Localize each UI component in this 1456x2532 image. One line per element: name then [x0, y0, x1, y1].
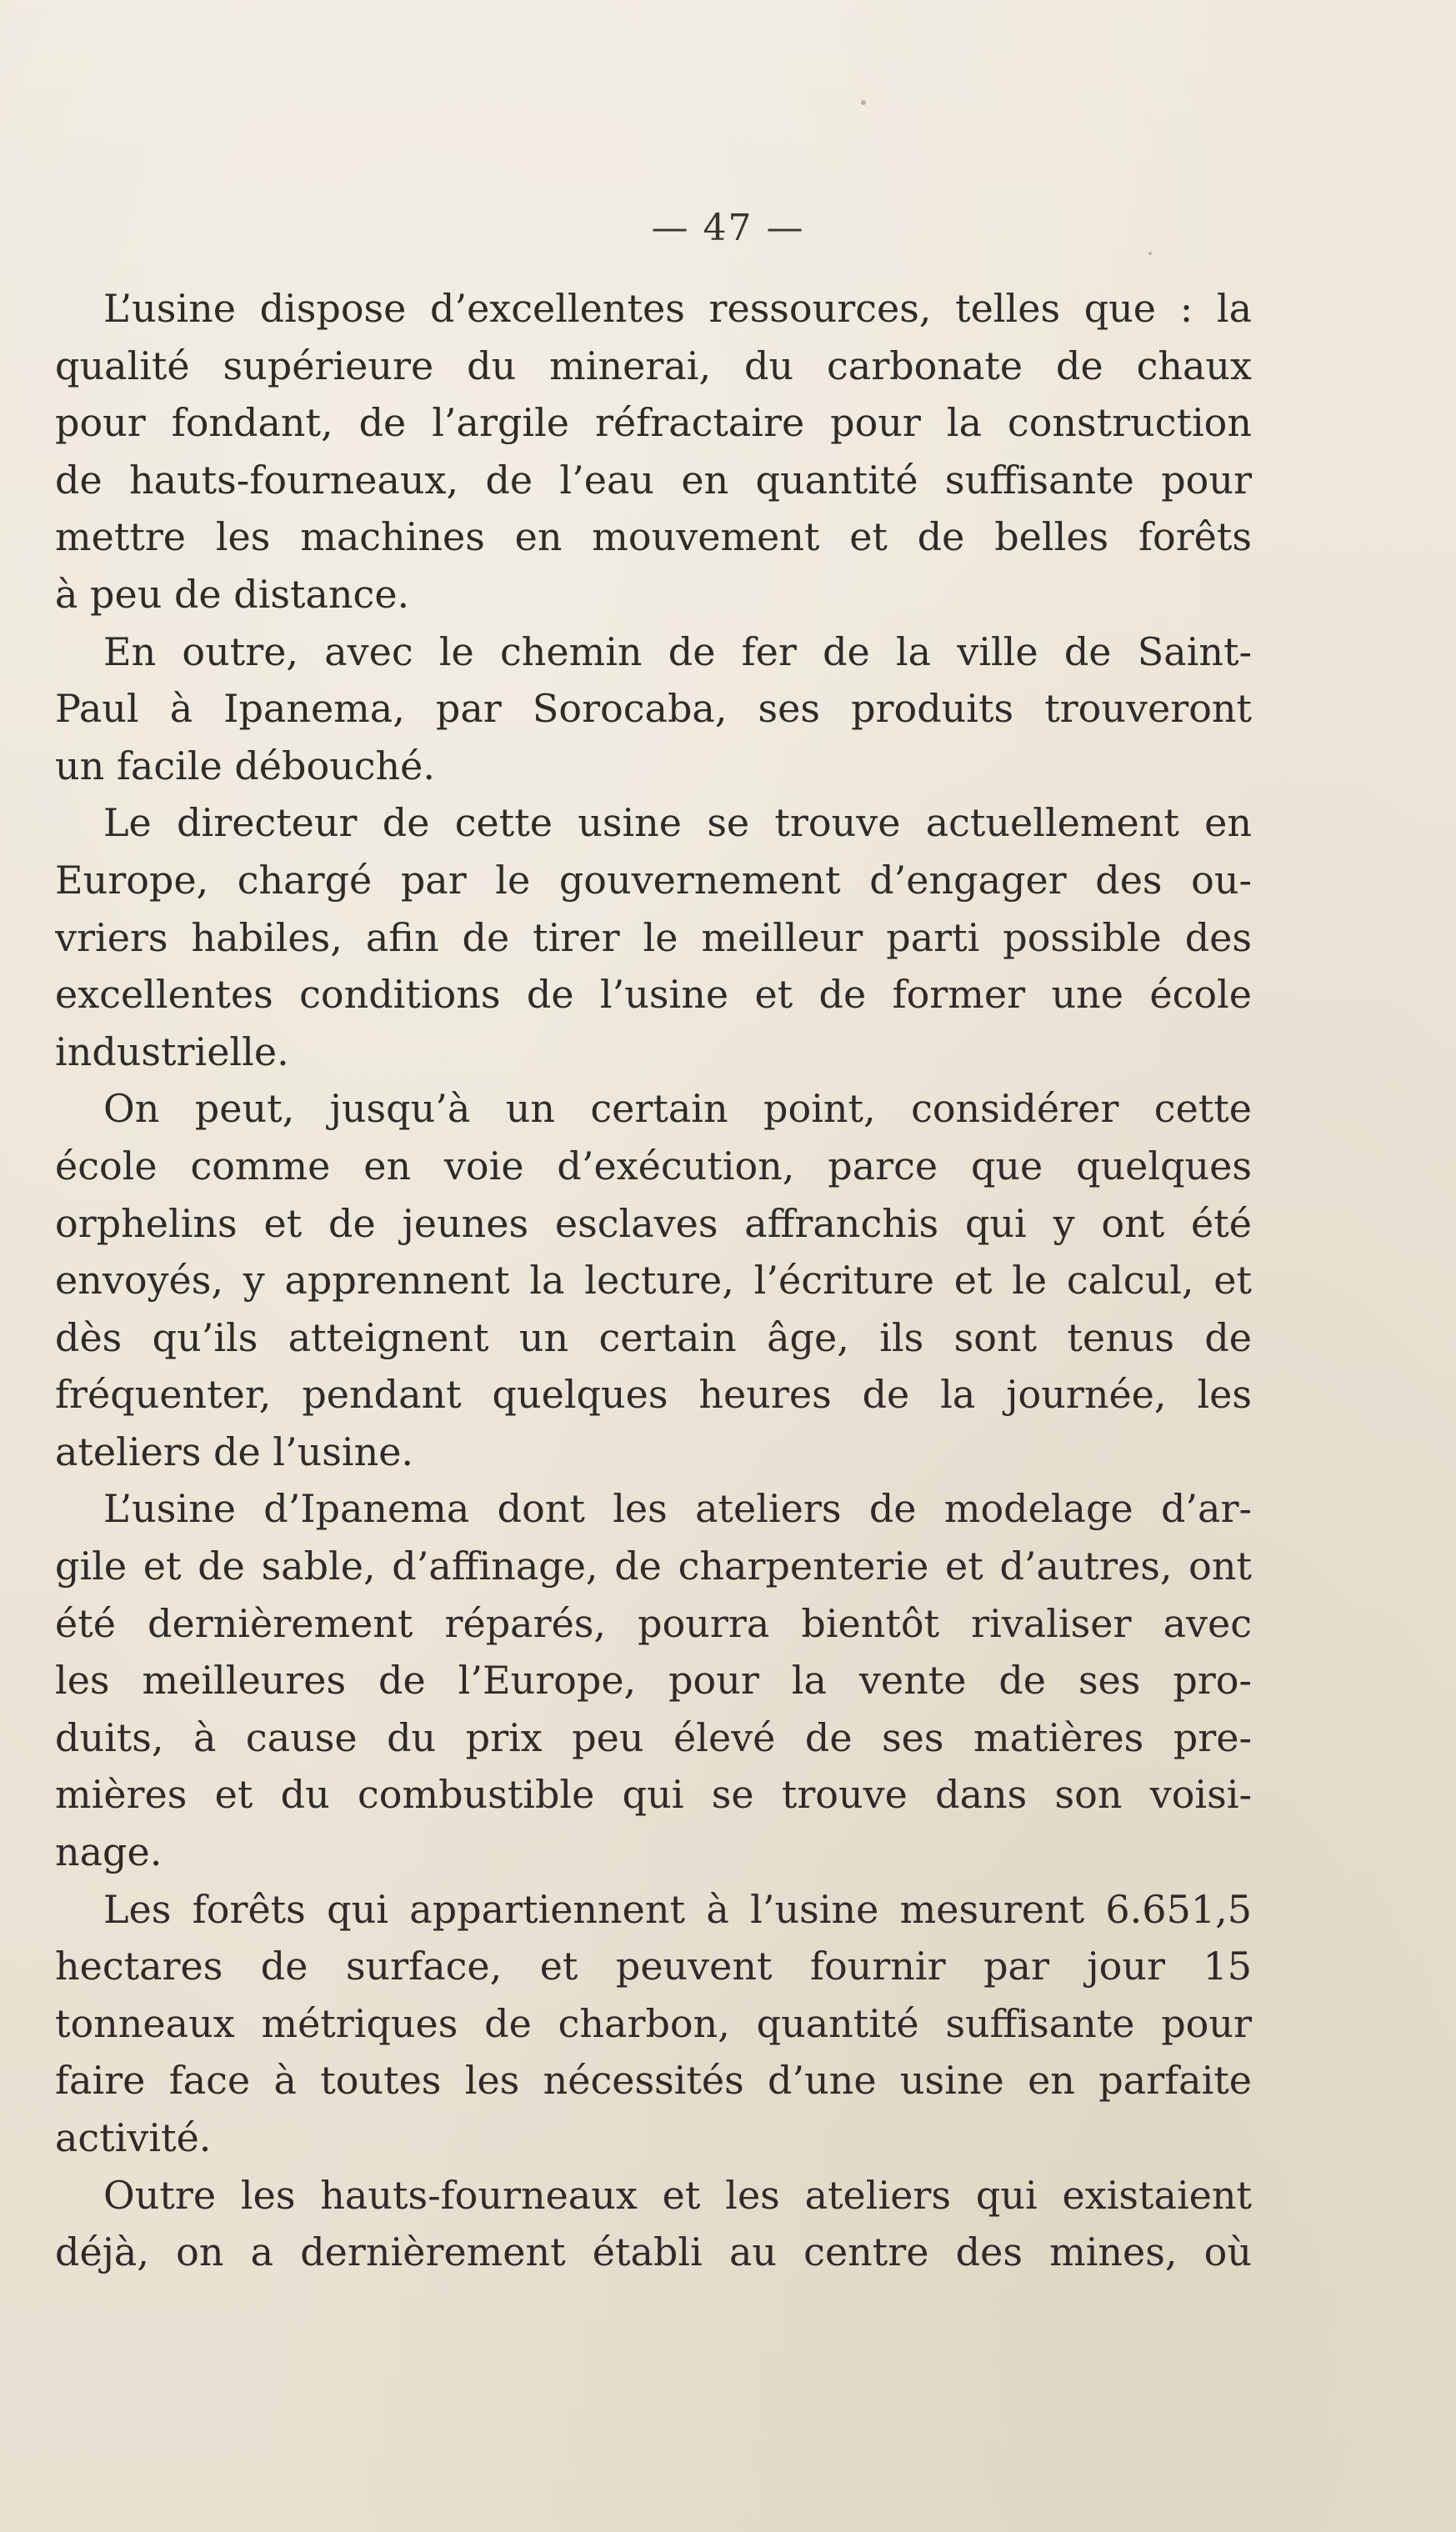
- text-line: gile et de sable, d’affinage, de charpenterie et d’autres, ont: [55, 1544, 1252, 1589]
- text-line: orphelins et de jeunes esclaves affranchis qui y ont été: [55, 1200, 1252, 1246]
- text-line: mières et du combustible qui se trouve dans son voisi-: [55, 1772, 1252, 1818]
- text-line: hectares de surface, et peuvent fournir par jour 15: [55, 1944, 1252, 1989]
- text-line: à peu de distance.: [55, 571, 410, 617]
- text-line: vriers habiles, afin de tirer le meilleur parti possible des: [55, 914, 1252, 960]
- text-line: On peut, jusqu’à un certain point, considérer cette: [103, 1086, 1252, 1132]
- text-line: activité.: [55, 2115, 212, 2160]
- text-line: Europe, chargé par le gouvernement d’engager des ou-: [55, 857, 1252, 903]
- text-line: déjà, on a dernièrement établi au centre des mines, où: [55, 2229, 1252, 2275]
- text-line: tonneaux métriques de charbon, quantité suffisante pour: [55, 2000, 1252, 2046]
- text-line: qualité supérieure du minerai, du carbonate de chaux: [55, 343, 1252, 388]
- text-line: excellentes conditions de l’usine et de former une école: [55, 972, 1252, 1018]
- text-line: En outre, avec le chemin de fer de la ville de Saint-: [103, 628, 1252, 674]
- text-line: de hauts-fourneaux, de l’eau en quantité suffisante pour: [55, 457, 1252, 503]
- page-number: — 47 —: [651, 207, 805, 249]
- text-line: les meilleures de l’Europe, pour la vente de ses pro-: [55, 1658, 1252, 1704]
- text-line: Outre les hauts-fourneaux et les ateliers qui existaient: [103, 2172, 1252, 2218]
- text-line: ateliers de l’usine.: [55, 1429, 414, 1474]
- text-line: L’usine d’Ipanema dont les ateliers de modelage d’ar-: [103, 1486, 1252, 1532]
- ink-speck: [1148, 252, 1152, 255]
- text-line: envoyés, y apprennent la lecture, l’écriture et le calcul, et: [55, 1258, 1252, 1304]
- text-line: un facile débouché.: [55, 743, 436, 788]
- text-line: dès qu’ils atteignent un certain âge, ils sont tenus de: [55, 1314, 1252, 1360]
- text-line: industrielle.: [55, 1028, 289, 1074]
- text-line: pour fondant, de l’argile réfractaire pour la construction: [55, 400, 1252, 446]
- text-line: duits, à cause du prix peu élevé de ses matières pre-: [55, 1714, 1252, 1760]
- body-text: [55, 280, 1252, 2281]
- text-line: faire face à toutes les nécessités d’une usine en parfaite: [55, 2058, 1252, 2104]
- text-line: nage.: [55, 1829, 163, 1875]
- text-line: L’usine dispose d’excellentes ressources, telles que : la: [103, 286, 1252, 331]
- text-line: Paul à Ipanema, par Sorocaba, ses produits trouveront: [55, 686, 1252, 732]
- text-line: école comme en voie d’exécution, parce que quelques: [55, 1143, 1252, 1188]
- text-line: fréquenter, pendant quelques heures de la journée, les: [55, 1372, 1252, 1418]
- text-line: Le directeur de cette usine se trouve actuellement en: [103, 800, 1252, 846]
- ink-speck: [861, 100, 866, 105]
- text-line: Les forêts qui appartiennent à l’usine mesurent 6.651,5: [103, 1886, 1252, 1932]
- text-line: été dernièrement réparés, pourra bientôt rivaliser avec: [55, 1600, 1252, 1646]
- text-line: mettre les machines en mouvement et de belles forêts: [55, 514, 1252, 560]
